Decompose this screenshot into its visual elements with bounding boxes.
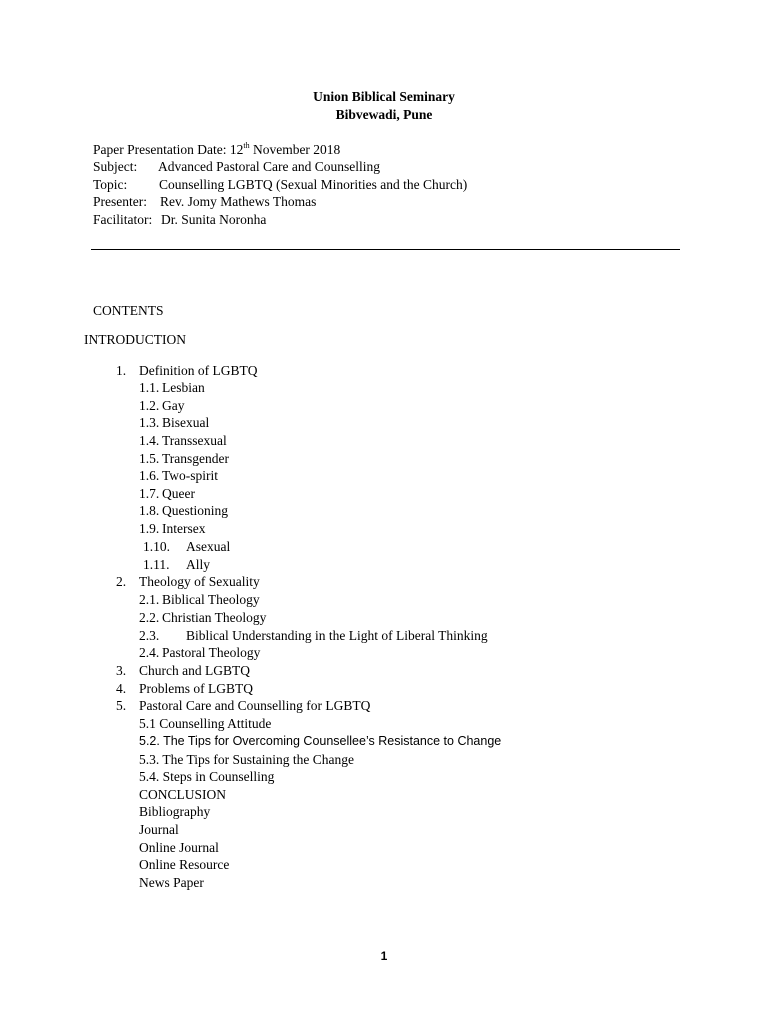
toc-item-2-1: Biblical Theology xyxy=(162,592,260,607)
toc-num: 1.11. xyxy=(143,557,170,572)
facilitator-label: Facilitator: xyxy=(93,212,153,227)
toc-num: 1.9. xyxy=(139,521,160,536)
presenter-label: Presenter: xyxy=(93,194,147,209)
toc-section-1: Definition of LGBTQ xyxy=(139,363,258,378)
toc-item-1-5: Transgender xyxy=(162,451,229,466)
toc-item-5-4: 5.4. Steps in Counselling xyxy=(139,769,275,784)
toc-num: 2.4. xyxy=(139,645,160,660)
toc-num: 2.3. xyxy=(139,628,160,643)
toc-item-1-9: Intersex xyxy=(162,521,206,536)
toc-num: 2.2. xyxy=(139,610,160,625)
toc-section-2: Theology of Sexuality xyxy=(139,574,260,589)
toc-num: 1.6. xyxy=(139,468,160,483)
toc-online-resource: Online Resource xyxy=(139,857,230,872)
institution-title: Union Biblical Seminary xyxy=(313,89,455,104)
toc-item-5-1: 5.1 Counselling Attitude xyxy=(139,716,272,731)
location-title: Bibvewadi, Pune xyxy=(335,107,433,122)
toc-num: 1.3. xyxy=(139,415,160,430)
toc-num: 1.8. xyxy=(139,503,160,518)
toc-conclusion: CONCLUSION xyxy=(139,787,227,802)
presenter-value: Rev. Jomy Mathews Thomas xyxy=(160,194,317,209)
page-number: 1 xyxy=(380,949,388,963)
toc-section-3: Church and LGBTQ xyxy=(139,663,250,678)
toc-num: 4. xyxy=(116,681,127,696)
contents-heading: CONTENTS xyxy=(93,303,164,318)
toc-item-1-3: Bisexual xyxy=(162,415,210,430)
toc-num: 1.5. xyxy=(139,451,160,466)
toc-item-1-1: Lesbian xyxy=(162,380,205,395)
subject-label: Subject: xyxy=(93,159,138,174)
toc-num: 1.1. xyxy=(139,380,160,395)
subject-value: Advanced Pastoral Care and Counselling xyxy=(158,159,380,174)
toc-item-2-3: Biblical Understanding in the Light of Liberal Thinking xyxy=(186,628,488,643)
toc-section-5: Pastoral Care and Counselling for LGBTQ xyxy=(139,698,371,713)
toc-num: 2. xyxy=(116,574,127,589)
toc-num: 2.1. xyxy=(139,592,160,607)
toc-introduction: INTRODUCTION xyxy=(84,332,186,347)
toc-num: 1.4. xyxy=(139,433,160,448)
toc-news-paper: News Paper xyxy=(139,875,204,890)
toc-online-journal: Online Journal xyxy=(139,840,219,855)
toc-item-1-11: Ally xyxy=(186,557,211,572)
toc-num: 1. xyxy=(116,363,127,378)
facilitator-value: Dr. Sunita Noronha xyxy=(161,212,267,227)
toc-num: 1.10. xyxy=(143,539,170,554)
topic-value: Counselling LGBTQ (Sexual Minorities and the Church) xyxy=(159,177,468,192)
toc-item-2-4: Pastoral Theology xyxy=(162,645,261,660)
toc-item-5-3: 5.3. The Tips for Sustaining the Change xyxy=(139,752,355,767)
toc-num: 5. xyxy=(116,698,127,713)
topic-label: Topic: xyxy=(93,177,128,192)
toc-item-1-7: Queer xyxy=(162,486,195,501)
toc-item-1-4: Transsexual xyxy=(162,433,227,448)
toc-item-5-2: 5.2. The Tips for Overcoming Counsellee’s Resistance to Change xyxy=(139,734,502,748)
presentation-date: Paper Presentation Date: 12th November 2018 xyxy=(93,141,341,157)
toc-journal: Journal xyxy=(139,822,179,837)
toc-item-1-2: Gay xyxy=(162,398,185,413)
toc-item-1-10: Asexual xyxy=(186,539,231,554)
toc-num: 1.7. xyxy=(139,486,160,501)
toc-item-1-8: Questioning xyxy=(162,503,228,518)
toc-bibliography: Bibliography xyxy=(139,804,211,819)
toc-num: 1.2. xyxy=(139,398,160,413)
toc-section-4: Problems of LGBTQ xyxy=(139,681,253,696)
toc-item-1-6: Two-spirit xyxy=(162,468,219,483)
toc-item-2-2: Christian Theology xyxy=(162,610,267,625)
toc-num: 3. xyxy=(116,663,127,678)
horizontal-divider xyxy=(91,249,680,250)
